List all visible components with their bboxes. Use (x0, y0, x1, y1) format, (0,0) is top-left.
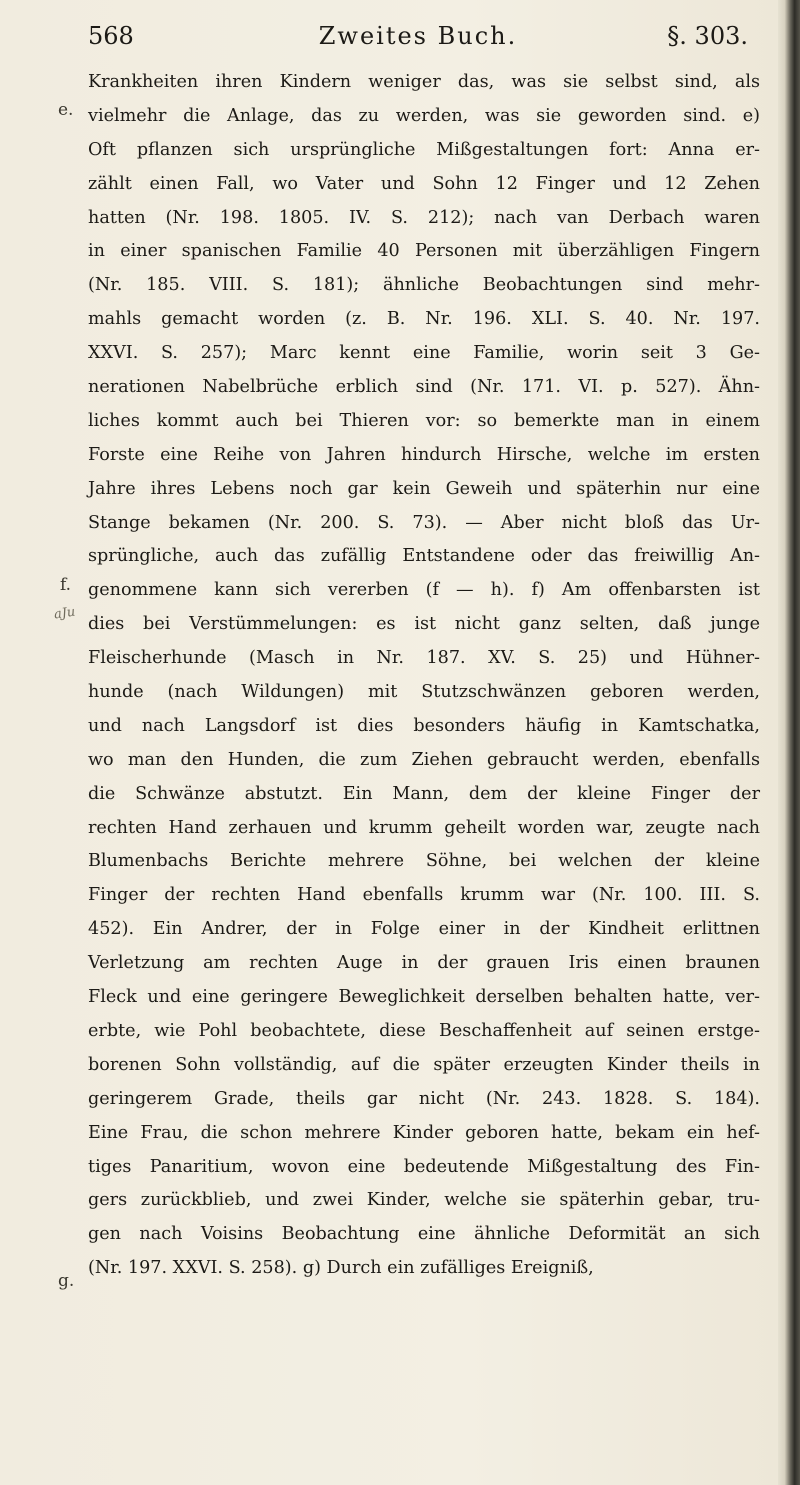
text-line: Jahre ihres Lebens noch gar kein Geweih und späterhin nur eine (88, 478, 760, 499)
text-line: 452). Ein Andrer, der in Folge einer in der Kindheit erlittnen (88, 919, 760, 940)
text-line: borenen Sohn vollständig, auf die später erzeugten Kinder theils in (88, 1054, 760, 1075)
text-line: (Nr. 197. XXVI. S. 258). g) Durch ein zufälliges Ereigniß, (88, 1258, 594, 1279)
text-line: liches kommt auch bei Thieren vor: so bemerkte man in einem (88, 410, 760, 431)
text-line: vielmehr die Anlage, das zu werden, was sie geworden sind. e) (88, 105, 760, 126)
running-title: Zweites Buch. (318, 22, 518, 50)
text-line: erbte, wie Pohl beobachtete, diese Beschaffenheit auf seinen erstge- (88, 1020, 760, 1041)
text-line: gen nach Voisins Beobachtung eine ähnliche Deformität an sich (88, 1224, 760, 1245)
text-line: nerationen Nabelbrüche erblich sind (Nr. 171. VI. p. 527). Ähn- (88, 377, 760, 398)
text-line: zählt einen Fall, wo Vater und Sohn 12 Finger und 12 Zehen (88, 173, 760, 194)
text-line: in einer spanischen Familie 40 Personen mit überzähligen Fingern (88, 241, 760, 262)
section-number: §. 303. (667, 22, 748, 50)
text-line: tiges Panaritium, wovon eine bedeutende Mißgestaltung des Fin- (88, 1156, 760, 1177)
text-line: Oft pflanzen sich ursprüngliche Mißgestaltungen fort: Anna er- (88, 139, 760, 160)
text-line: hunde (nach Wildungen) mit Stutzschwänzen geboren werden, (88, 682, 760, 703)
margin-letter-g: g. (58, 1271, 75, 1291)
text-line: Fleischerhunde (Masch in Nr. 187. XV. S. 25) und Hühner- (88, 648, 760, 669)
page-header (88, 22, 748, 56)
text-line: rechten Hand zerhauen und krumm geheilt worden war, zeugte nach (88, 817, 760, 838)
text-line: Eine Frau, die schon mehrere Kinder geboren hatte, bekam ein hef- (88, 1122, 760, 1143)
text-line: sprüngliche, auch das zufällig Entstandene oder das freiwillig An- (88, 546, 760, 567)
text-line: geringerem Grade, theils gar nicht (Nr. 243. 1828. S. 184). (88, 1088, 760, 1109)
handwritten-margin-note: aJu (53, 604, 77, 623)
text-line: gers zurückblieb, und zwei Kinder, welche sie späterhin gebar, tru- (88, 1190, 760, 1211)
text-line: Blumenbachs Berichte mehrere Söhne, bei welchen der kleine (88, 851, 760, 872)
text-line: Fleck und eine geringere Beweglichkeit derselben behalten hatte, ver- (88, 987, 760, 1008)
text-line: und nach Langsdorf ist dies besonders häufig in Kamtschatka, (88, 715, 760, 736)
text-line: Stange bekamen (Nr. 200. S. 73). — Aber nicht bloß das Ur- (88, 512, 760, 533)
text-line: genommene kann sich vererben (f — h). f) Am offenbarsten ist (88, 580, 760, 601)
margin-letter-e: e. (58, 100, 74, 120)
margin-letter-f: f. (60, 575, 72, 595)
text-line: wo man den Hunden, die zum Ziehen gebraucht werden, ebenfalls (88, 749, 760, 770)
text-line: Forste eine Reihe von Jahren hindurch Hirsche, welche im ersten (88, 444, 760, 465)
text-line: (Nr. 185. VIII. S. 181); ähnliche Beobachtungen sind mehr- (88, 275, 760, 296)
text-line: die Schwänze abstutzt. Ein Mann, dem der kleine Finger der (88, 783, 760, 804)
body-text (88, 66, 760, 1286)
page-number: 568 (88, 22, 134, 50)
book-spine-shadow (778, 0, 800, 1485)
text-line: mahls gemacht worden (z. B. Nr. 196. XLI. S. 40. Nr. 197. (88, 309, 760, 330)
text-line: Krankheiten ihren Kindern weniger das, was sie selbst sind, als (88, 72, 760, 92)
text-line: Verletzung am rechten Auge in der grauen Iris einen braunen (88, 953, 760, 974)
text-line: dies bei Verstümmelungen: es ist nicht ganz selten, daß junge (88, 614, 760, 635)
text-line: Finger der rechten Hand ebenfalls krumm war (Nr. 100. III. S. (88, 885, 760, 906)
text-line: XXVI. S. 257); Marc kennt eine Familie, worin seit 3 Ge- (88, 343, 760, 364)
text-line: hatten (Nr. 198. 1805. IV. S. 212); nach van Derbach waren (88, 207, 760, 228)
